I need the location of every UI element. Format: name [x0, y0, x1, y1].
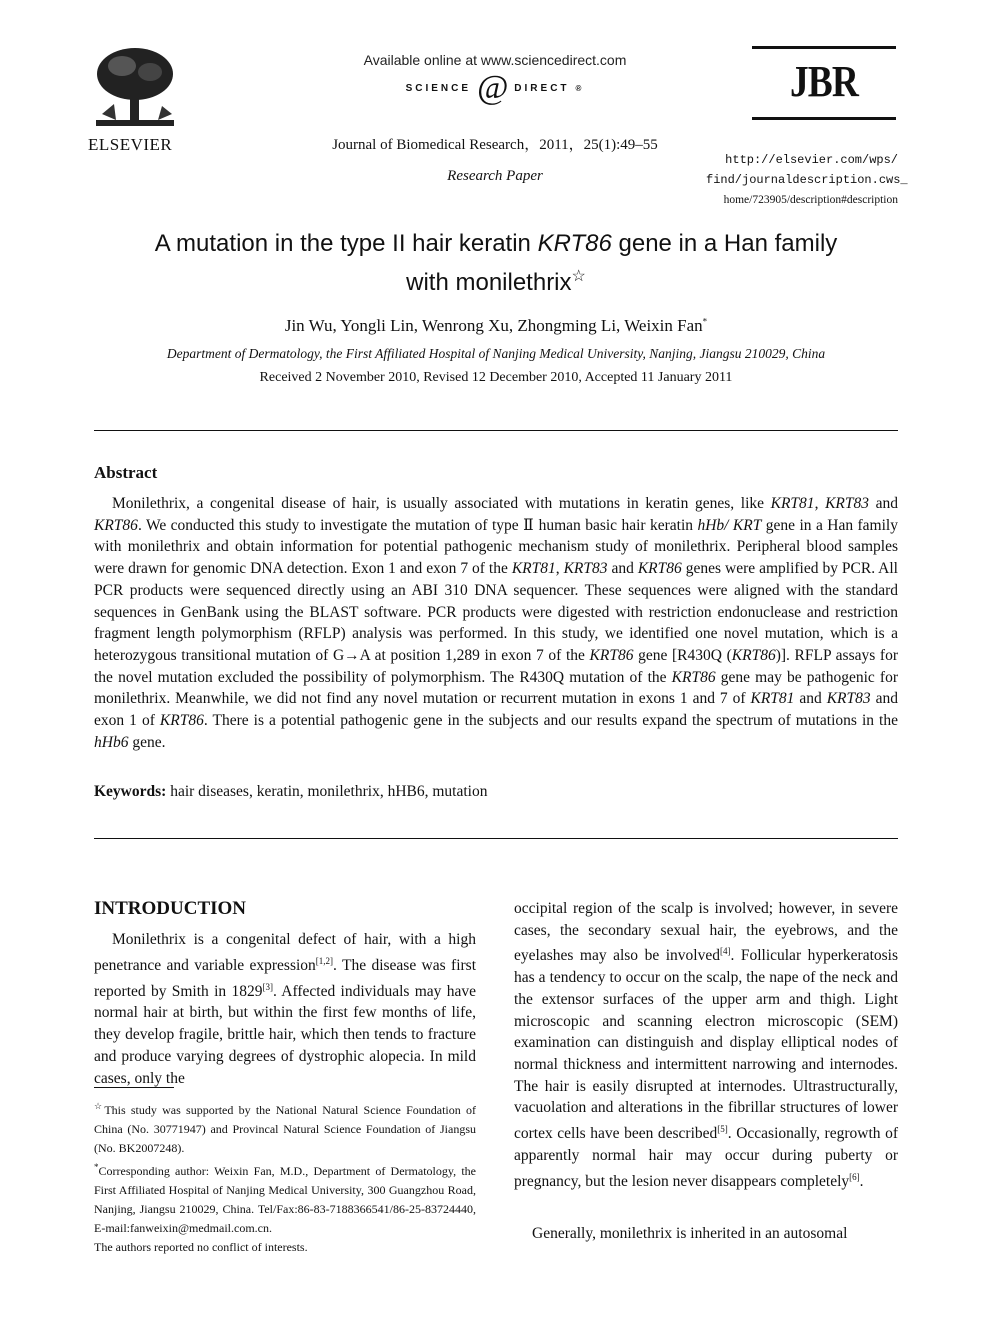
- science-word: SCIENCE: [405, 82, 472, 94]
- sciencedirect-logo: [300, 69, 690, 106]
- footnote-asterisk: *: [94, 1162, 99, 1172]
- affiliation: Department of Dermatology, the First Affiliated Hospital of Nanjing Medical University, Nanjing, Jiangsu 210029, China: [166, 346, 826, 361]
- title-gene: KRT86: [537, 230, 612, 257]
- sciencedirect-header: [300, 52, 690, 106]
- footnote-star-icon: ☆: [94, 1101, 105, 1111]
- intro-column-2: occipital region of the scalp is involved; however, in severe cases, the secondary sexual hair, the eyebrows, and the eyelashes may also be involved[4]. Follicular hyperkeratosis has a tendency to occur on the scalp, the nape of the neck and the extensor surfaces of the upper arm and thigh. Light microscopic and scanning electron microscopic (SEM) examination can distinguish and display elliptical nodes of normal thickness and intermittent narrowing and internodes. The hair is easily disrupted at internodes. Ultrastructurally, vacuolation and alterations in the fibrillar structures of lower cortex cells have been described[5]. Occasionally, regrowth of apparently normal hair may occur during puberty or pregnancy, but the lesion never disappears completely[6].: [514, 900, 898, 1190]
- article-title: [94, 227, 898, 299]
- direct-word: DIRECT: [514, 82, 570, 94]
- sciencedirect-at-icon: @: [477, 69, 509, 106]
- title-star-icon: ☆: [571, 268, 586, 285]
- elsevier-logo: [88, 44, 188, 155]
- jbr-top-rule: [752, 46, 896, 49]
- url-line-3: home/723905/description#description: [723, 194, 898, 206]
- citation-link[interactable]: [3]: [262, 981, 273, 992]
- footnote-corresponding: *Corresponding author: Weixin Fan, M.D., Department of Dermatology, the First Affiliated Hospital of Nanjing Medical University, 300 Guangzhou Road, Nanjing, Jiangsu 210029, China. Tel/Fax:86-83-7188366541/86-25-83724440, E-mail:fanweixin@medmail.com.cn.: [94, 1162, 476, 1235]
- title-text-2: gene in a Han family: [611, 230, 838, 257]
- keywords: [94, 783, 898, 801]
- authors: [94, 316, 898, 336]
- jbr-bottom-rule: [752, 117, 896, 120]
- divider-bottom: [94, 838, 898, 839]
- intro-paragraph-1: Monilethrix is a congenital defect of hair, with a high penetrance and variable expression[1,2]. The disease was first reported by Smith in 1829[3]. Affected individuals may have normal hair at birth, but within the first few months of life, they develop fragile, brittle hair, which then tends to fracture and produce varying degrees of dystrophic alopecia. In mild cases, only the: [94, 931, 476, 1087]
- keywords-label: Keywords:: [94, 783, 167, 800]
- url-line-2: find/journaldescription.cws_: [706, 173, 908, 187]
- citation-link[interactable]: [4]: [719, 946, 731, 957]
- footnote-funding: ☆This study was supported by the National Natural Science Foundation of China (No. 30771947) and Provincal Natural Science Foundation of Jiangsu (No. BK2007248).: [94, 1101, 476, 1155]
- registered-mark: ®: [575, 83, 585, 93]
- jbr-logo: [752, 46, 896, 120]
- publisher-name: ELSEVIER: [88, 135, 173, 154]
- paper-type: Research Paper: [447, 168, 543, 184]
- divider-top: [94, 430, 898, 431]
- available-online-text[interactable]: Available online at www.sciencedirect.com: [363, 52, 627, 68]
- url-line-1: http://elsevier.com/wps/: [725, 153, 898, 167]
- abstract-body: Monilethrix, a congenital disease of hair, is usually associated with mutations in keratin genes, like KRT81, KRT83 and KRT86. We conducted this study to investigate the mutation of type Ⅱ human basic hair keratin hHb/ KRT gene in a Han family with monilethrix and obtain information for potential pathogenic mechanism study of monilethrix. Peripheral blood samples were drawn for genomic DNA detection. Exon 1 and exon 7 of the KRT81, KRT83 and KRT86 genes were amplified by PCR. All PCR products were sequenced directly using an ABI 310 DNA sequencer. These sequences were aligned with the standard sequences in GenBank using the BLAST software. PCR products were digested with restriction endonuclease and restriction fragment length polymorphism (RFLP) analysis was performed. In this study, we identified one novel mutation, which is a heterozygous transitional mutation of G→A at position 1,289 in exon 7 of the KRT86 gene [R430Q (KRT86)]. RFLP assays for the novel mutation excluded the possibility of polymorphism. The R430Q mutation of the KRT86 gene may be pathogenic for monilethrix. Meanwhile, we did not find any novel mutation or recurrent mutation in exons 1 and 7 of KRT81 and KRT83 and exon 1 of KRT86. There is a potential pathogenic gene in the subjects and our results expand the spectrum of mutations in the hHb6 gene.: [94, 495, 898, 751]
- intro-paragraph-2: Generally, monilethrix is inherited in an autosomal: [532, 1225, 848, 1242]
- footnotes: [94, 1097, 476, 1257]
- introduction-heading: INTRODUCTION: [94, 898, 247, 919]
- citation-link[interactable]: [1,2]: [315, 955, 334, 966]
- citation-link[interactable]: [5]: [717, 1124, 728, 1135]
- citation-link[interactable]: [6]: [849, 1171, 860, 1182]
- title-text: A mutation in the type II hair keratin: [154, 230, 538, 257]
- footnote-conflict: The authors reported no conflict of interests.: [94, 1240, 308, 1254]
- jbr-title: JBR: [789, 57, 859, 106]
- corresponding-mark: *: [702, 316, 708, 327]
- journal-url[interactable]: [706, 150, 908, 210]
- footnote-rule: [94, 1087, 174, 1088]
- title-line-2: with monilethrix: [406, 269, 572, 296]
- keywords-list: hair diseases, keratin, monilethrix, hHB6, mutation: [166, 783, 488, 800]
- journal-citation: Journal of Biomedical Research，2011，25(1):49–55: [332, 137, 658, 153]
- received-dates: Received 2 November 2010, Revised 12 December 2010, Accepted 11 January 2011: [259, 370, 733, 385]
- abstract-heading: Abstract: [94, 463, 158, 482]
- author-list: Jin Wu, Yongli Lin, Wenrong Xu, Zhongming Li, Weixin Fan: [284, 316, 703, 335]
- elsevier-tree-icon: [92, 44, 178, 130]
